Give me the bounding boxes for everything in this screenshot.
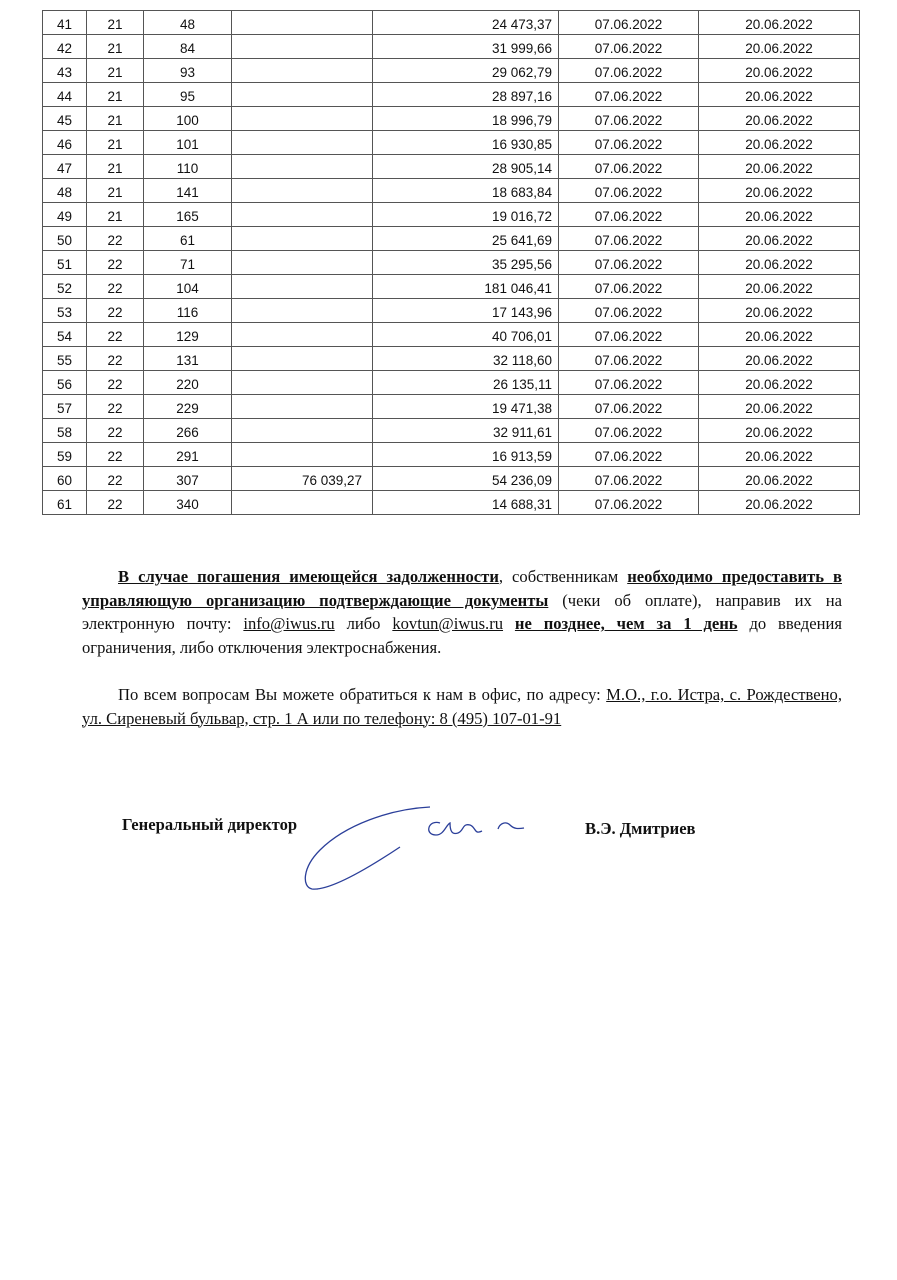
row-number-cell: 45	[43, 107, 87, 131]
row-number-cell: 43	[43, 59, 87, 83]
signatory-title: Генеральный директор	[122, 815, 298, 834]
building-cell: 21	[87, 131, 144, 155]
notice-date-cell: 07.06.2022	[559, 467, 699, 491]
table-row	[43, 179, 860, 203]
table-row	[43, 395, 860, 419]
apartment-cell: 48	[144, 11, 232, 35]
building-cell: 21	[87, 83, 144, 107]
row-number-cell: 59	[43, 443, 87, 467]
building-cell: 21	[87, 203, 144, 227]
apartment-cell: 307	[144, 467, 232, 491]
notice-text: либо	[334, 614, 393, 633]
table-row	[43, 227, 860, 251]
limit-date-cell: 20.06.2022	[699, 323, 860, 347]
notice-date-cell: 07.06.2022	[559, 131, 699, 155]
row-number-cell: 44	[43, 83, 87, 107]
extra-amount-cell	[232, 491, 373, 515]
extra-amount-cell	[232, 83, 373, 107]
notice-date-cell: 07.06.2022	[559, 443, 699, 467]
extra-amount-cell: 76 039,27	[232, 467, 373, 491]
apartment-cell: 110	[144, 155, 232, 179]
notice-date-cell: 07.06.2022	[559, 59, 699, 83]
notice-date-cell: 07.06.2022	[559, 491, 699, 515]
building-cell: 22	[87, 395, 144, 419]
building-cell: 21	[87, 11, 144, 35]
apartment-cell: 291	[144, 443, 232, 467]
extra-amount-cell	[232, 371, 373, 395]
limit-date-cell: 20.06.2022	[699, 371, 860, 395]
building-cell: 22	[87, 491, 144, 515]
building-cell: 21	[87, 107, 144, 131]
email-link-kovtun[interactable]: kovtun@iwus.ru	[392, 614, 504, 633]
building-cell: 22	[87, 467, 144, 491]
limit-date-cell: 20.06.2022	[699, 11, 860, 35]
row-number-cell: 41	[43, 11, 87, 35]
apartment-cell: 95	[144, 83, 232, 107]
debt-table	[42, 10, 860, 515]
notice-date-cell: 07.06.2022	[559, 299, 699, 323]
apartment-cell: 71	[144, 251, 232, 275]
notice-date-cell: 07.06.2022	[559, 347, 699, 371]
building-cell: 22	[87, 275, 144, 299]
apartment-cell: 131	[144, 347, 232, 371]
row-number-cell: 54	[43, 323, 87, 347]
notice-text: , собственникам	[498, 567, 628, 586]
row-number-cell: 52	[43, 275, 87, 299]
debt-amount-cell: 31 999,66	[373, 35, 559, 59]
extra-amount-cell	[232, 299, 373, 323]
limit-date-cell: 20.06.2022	[699, 203, 860, 227]
limit-date-cell: 20.06.2022	[699, 35, 860, 59]
debt-amount-cell: 18 996,79	[373, 107, 559, 131]
row-number-cell: 57	[43, 395, 87, 419]
debt-amount-cell: 14 688,31	[373, 491, 559, 515]
notice-date-cell: 07.06.2022	[559, 251, 699, 275]
table-row	[43, 131, 860, 155]
apartment-cell: 141	[144, 179, 232, 203]
table-row	[43, 443, 860, 467]
building-cell: 22	[87, 419, 144, 443]
apartment-cell: 266	[144, 419, 232, 443]
notice-text: (чеки об оплате), направив их на электронную почту:	[82, 590, 842, 633]
row-number-cell: 61	[43, 491, 87, 515]
debt-amount-cell: 17 143,96	[373, 299, 559, 323]
extra-amount-cell	[232, 347, 373, 371]
apartment-cell: 129	[144, 323, 232, 347]
row-number-cell: 56	[43, 371, 87, 395]
extra-amount-cell	[232, 419, 373, 443]
table-row	[43, 35, 860, 59]
signature-image	[300, 795, 530, 895]
limit-date-cell: 20.06.2022	[699, 467, 860, 491]
extra-amount-cell	[232, 323, 373, 347]
email-link-info[interactable]: info@iwus.ru	[243, 614, 335, 633]
debt-amount-cell: 16 930,85	[373, 131, 559, 155]
extra-amount-cell	[232, 443, 373, 467]
building-cell: 22	[87, 323, 144, 347]
notice-date-cell: 07.06.2022	[559, 323, 699, 347]
office-address: М.О., г.о. Истра, с. Рождествено, ул. Сиреневый бульвар, стр. 1 А или по телефону: 8 (495) 107-01-91	[82, 685, 842, 728]
row-number-cell: 51	[43, 251, 87, 275]
building-cell: 22	[87, 251, 144, 275]
debt-amount-cell: 19 016,72	[373, 203, 559, 227]
notice-date-cell: 07.06.2022	[559, 419, 699, 443]
limit-date-cell: 20.06.2022	[699, 443, 860, 467]
apartment-cell: 104	[144, 275, 232, 299]
notice-date-cell: 07.06.2022	[559, 179, 699, 203]
limit-date-cell: 20.06.2022	[699, 419, 860, 443]
extra-amount-cell	[232, 107, 373, 131]
building-cell: 22	[87, 347, 144, 371]
building-cell: 22	[87, 227, 144, 251]
building-cell: 22	[87, 443, 144, 467]
row-number-cell: 49	[43, 203, 87, 227]
debt-amount-cell: 40 706,01	[373, 323, 559, 347]
table-row	[43, 155, 860, 179]
table-row	[43, 491, 860, 515]
debt-amount-cell: 18 683,84	[373, 179, 559, 203]
extra-amount-cell	[232, 131, 373, 155]
apartment-cell: 116	[144, 299, 232, 323]
building-cell: 21	[87, 155, 144, 179]
notice-date-cell: 07.06.2022	[559, 155, 699, 179]
signatory-name: В.Э. Дмитриев	[585, 819, 696, 838]
table-row	[43, 203, 860, 227]
apartment-cell: 101	[144, 131, 232, 155]
apartment-cell: 229	[144, 395, 232, 419]
limit-date-cell: 20.06.2022	[699, 179, 860, 203]
extra-amount-cell	[232, 251, 373, 275]
limit-date-cell: 20.06.2022	[699, 299, 860, 323]
table-row	[43, 59, 860, 83]
notice-date-cell: 07.06.2022	[559, 395, 699, 419]
notice-date-cell: 07.06.2022	[559, 371, 699, 395]
notice-text: до введения ограничения, либо отключения электроснабжения.	[82, 614, 842, 657]
row-number-cell: 48	[43, 179, 87, 203]
building-cell: 21	[87, 35, 144, 59]
building-cell: 22	[87, 299, 144, 323]
table-row	[43, 323, 860, 347]
limit-date-cell: 20.06.2022	[699, 83, 860, 107]
debt-amount-cell: 28 897,16	[373, 83, 559, 107]
debt-amount-cell: 54 236,09	[373, 467, 559, 491]
notice-date-cell: 07.06.2022	[559, 83, 699, 107]
debt-amount-cell: 32 911,61	[373, 419, 559, 443]
extra-amount-cell	[232, 395, 373, 419]
apartment-cell: 340	[144, 491, 232, 515]
row-number-cell: 50	[43, 227, 87, 251]
limit-date-cell: 20.06.2022	[699, 59, 860, 83]
notice-paragraph-1	[82, 565, 842, 659]
row-number-cell: 55	[43, 347, 87, 371]
table-row	[43, 419, 860, 443]
table-row	[43, 107, 860, 131]
extra-amount-cell	[232, 203, 373, 227]
notice-date-cell: 07.06.2022	[559, 227, 699, 251]
notice-text: По всем вопросам Вы можете обратиться к нам в офис, по адресу:	[118, 685, 607, 704]
extra-amount-cell	[232, 179, 373, 203]
extra-amount-cell	[232, 275, 373, 299]
table-row	[43, 83, 860, 107]
limit-date-cell: 20.06.2022	[699, 251, 860, 275]
debt-table-body	[43, 11, 860, 515]
table-row	[43, 347, 860, 371]
table-row	[43, 371, 860, 395]
notice-date-cell: 07.06.2022	[559, 35, 699, 59]
debt-amount-cell: 24 473,37	[373, 11, 559, 35]
apartment-cell: 61	[144, 227, 232, 251]
notice-bold-text: В случае погашения имеющейся задолженности	[118, 567, 499, 586]
notice-text	[503, 614, 515, 633]
limit-date-cell: 20.06.2022	[699, 131, 860, 155]
limit-date-cell: 20.06.2022	[699, 155, 860, 179]
apartment-cell: 93	[144, 59, 232, 83]
row-number-cell: 60	[43, 467, 87, 491]
table-row	[43, 11, 860, 35]
debt-amount-cell: 181 046,41	[373, 275, 559, 299]
row-number-cell: 47	[43, 155, 87, 179]
limit-date-cell: 20.06.2022	[699, 491, 860, 515]
notice-date-cell: 07.06.2022	[559, 275, 699, 299]
building-cell: 21	[87, 179, 144, 203]
table-row	[43, 251, 860, 275]
apartment-cell: 84	[144, 35, 232, 59]
extra-amount-cell	[232, 35, 373, 59]
apartment-cell: 165	[144, 203, 232, 227]
notice-date-cell: 07.06.2022	[559, 203, 699, 227]
limit-date-cell: 20.06.2022	[699, 227, 860, 251]
table-row	[43, 299, 860, 323]
notice-date-cell: 07.06.2022	[559, 107, 699, 131]
notice-date-cell: 07.06.2022	[559, 11, 699, 35]
debt-amount-cell: 19 471,38	[373, 395, 559, 419]
table-row	[43, 275, 860, 299]
debt-amount-cell: 25 641,69	[373, 227, 559, 251]
debt-amount-cell: 16 913,59	[373, 443, 559, 467]
apartment-cell: 220	[144, 371, 232, 395]
limit-date-cell: 20.06.2022	[699, 395, 860, 419]
extra-amount-cell	[232, 11, 373, 35]
table-row	[43, 467, 860, 491]
notice-bold-text: необходимо предоставить в управляющую организацию подтверждающие документы	[82, 567, 843, 610]
row-number-cell: 58	[43, 419, 87, 443]
debt-amount-cell: 35 295,56	[373, 251, 559, 275]
debt-amount-cell: 29 062,79	[373, 59, 559, 83]
limit-date-cell: 20.06.2022	[699, 347, 860, 371]
notice-paragraph-2	[82, 683, 842, 730]
apartment-cell: 100	[144, 107, 232, 131]
row-number-cell: 42	[43, 35, 87, 59]
row-number-cell: 46	[43, 131, 87, 155]
debt-amount-cell: 32 118,60	[373, 347, 559, 371]
extra-amount-cell	[232, 227, 373, 251]
limit-date-cell: 20.06.2022	[699, 275, 860, 299]
extra-amount-cell	[232, 155, 373, 179]
notice-deadline-text: не позднее, чем за 1 день	[514, 614, 738, 633]
building-cell: 22	[87, 371, 144, 395]
row-number-cell: 53	[43, 299, 87, 323]
extra-amount-cell	[232, 59, 373, 83]
debt-amount-cell: 26 135,11	[373, 371, 559, 395]
building-cell: 21	[87, 59, 144, 83]
debt-amount-cell: 28 905,14	[373, 155, 559, 179]
limit-date-cell: 20.06.2022	[699, 107, 860, 131]
